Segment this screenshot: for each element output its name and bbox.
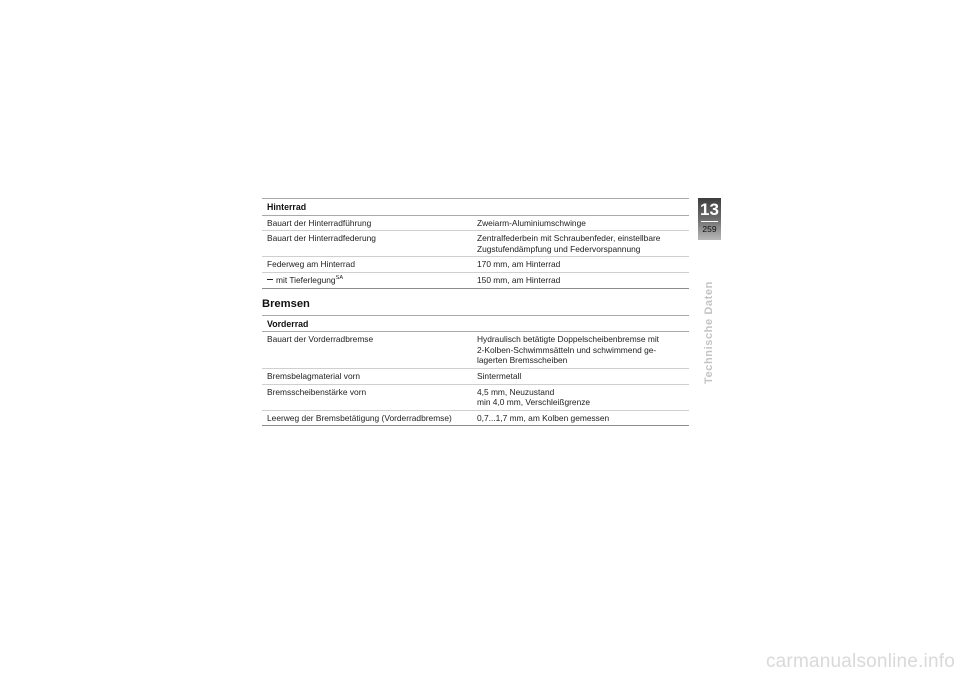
row-value: 170 mm, am Hinterrad	[472, 257, 689, 273]
hinterrad-heading: Hinterrad	[262, 199, 689, 216]
row-label: Bauart der Vorderradbremse	[262, 332, 472, 369]
chapter-number: 13	[700, 200, 719, 219]
table-row	[262, 410, 689, 426]
row-value: Zentralfederbein mit Schraubenfeder, einstellbare Zugstufendämpfung und Federvorspannung	[472, 231, 689, 257]
table-row	[262, 215, 689, 231]
row-value: Sintermetall	[472, 368, 689, 384]
vorderrad-heading-row	[262, 315, 689, 332]
chapter-tab	[698, 198, 721, 240]
option-superscript: SA	[335, 274, 344, 281]
bremsen-heading: Bremsen	[262, 297, 310, 310]
row-label: Bremsbelagmaterial vorn	[262, 368, 472, 384]
vorderrad-heading: Vorderrad	[262, 315, 689, 332]
chapter-title-text: Technische Daten	[703, 281, 715, 384]
table-row	[262, 257, 689, 273]
row-label: Federweg am Hinterrad	[262, 257, 472, 273]
row-label: Bauart der Hinterradfederung	[262, 231, 472, 257]
row-label-text: mit Tieferlegung	[276, 274, 336, 285]
row-label: Bauart der Hinterradführung	[262, 215, 472, 231]
table-row	[262, 368, 689, 384]
table-row	[262, 384, 689, 410]
chapter-divider	[701, 221, 718, 222]
vorderrad-table	[262, 315, 689, 427]
row-value: 4,5 mm, Neuzustand min 4,0 mm, Verschleißgrenze	[472, 384, 689, 410]
row-value: 150 mm, am Hinterrad	[472, 272, 689, 288]
hinterrad-heading-row	[262, 199, 689, 216]
row-label: Bremsscheibenstärke vorn	[262, 384, 472, 410]
row-label-sub	[262, 272, 472, 288]
table-row	[262, 332, 689, 369]
dash-icon	[267, 279, 273, 280]
page-content	[262, 198, 689, 426]
row-label: Leerweg der Bremsbetätigung (Vorderradbremse)	[262, 410, 472, 426]
table-row	[262, 231, 689, 257]
page-number: 259	[702, 224, 717, 234]
row-value: 0,7...1,7 mm, am Kolben gemessen	[472, 410, 689, 426]
watermark: carmanualsonline.info	[765, 651, 955, 672]
table-row	[262, 272, 689, 288]
row-value: Zweiarm-Aluminiumschwinge	[472, 215, 689, 231]
hinterrad-table	[262, 198, 689, 289]
row-value: Hydraulisch betätigte Doppelscheibenbremse mit 2-Kolben-Schwimmsätteln und schwimmend ge- lagerten Bremsscheiben	[472, 332, 689, 369]
